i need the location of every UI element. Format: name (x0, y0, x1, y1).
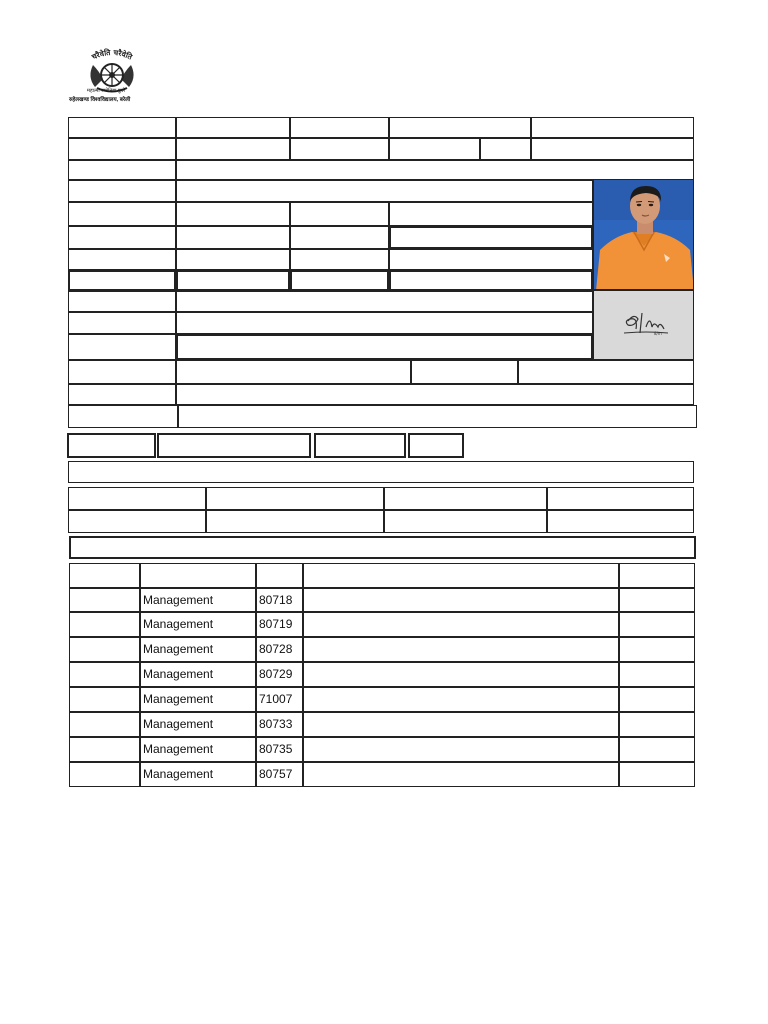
course-code-text: 80729 (259, 667, 293, 681)
form-value-cell[interactable] (408, 433, 464, 458)
form-value-cell[interactable] (176, 202, 290, 226)
course-table-cell-code (256, 762, 303, 787)
form-value-cell[interactable] (389, 249, 593, 270)
section-header-bar-2 (69, 536, 696, 559)
course-table-cell-extra (619, 588, 695, 612)
course-table-cell-extra (619, 637, 695, 662)
form-value-cell[interactable] (531, 117, 694, 138)
applicant-photo-icon (594, 180, 694, 290)
form-value-cell[interactable] (176, 334, 593, 360)
course-table-header-cell (140, 563, 256, 588)
form-value-cell[interactable] (176, 249, 290, 270)
table-header-cell (384, 487, 547, 510)
course-table-cell-name (303, 588, 619, 612)
form-label-cell (68, 360, 176, 384)
form-label-cell (68, 384, 176, 405)
table-cell[interactable] (68, 510, 206, 533)
form-value-cell[interactable] (176, 360, 411, 384)
course-table-cell-course (140, 662, 256, 687)
form-value-cell[interactable] (389, 138, 480, 160)
section-header-bar (68, 461, 694, 483)
form-value-cell[interactable] (176, 226, 290, 249)
course-table-cell-name (303, 737, 619, 762)
form-value-cell[interactable] (176, 312, 593, 334)
course-table-header-cell (256, 563, 303, 588)
table-cell[interactable] (206, 510, 384, 533)
course-table-cell-code (256, 737, 303, 762)
course-table-cell-serial (69, 612, 140, 637)
form-value-cell[interactable] (178, 405, 697, 428)
course-table-cell-course (140, 637, 256, 662)
form-label-cell (68, 180, 176, 202)
form-value-cell[interactable] (389, 117, 531, 138)
course-table-cell-serial (69, 588, 140, 612)
course-table-cell-extra (619, 687, 695, 712)
course-table-cell-serial (69, 687, 140, 712)
course-table-cell-course (140, 762, 256, 787)
course-name-text: Management (143, 667, 214, 681)
form-label-cell (290, 117, 389, 138)
course-table-cell-serial (69, 662, 140, 687)
form-value-cell[interactable] (531, 138, 694, 160)
form-label-cell (411, 360, 518, 384)
course-name-text: Management (143, 742, 214, 756)
applicant-signature (593, 290, 694, 360)
form-label-cell (68, 405, 178, 428)
course-table-cell-serial (69, 637, 140, 662)
course-code-text: 71007 (259, 692, 293, 706)
course-table-cell-name (303, 712, 619, 737)
form-label-cell (68, 117, 176, 138)
course-table-cell-code (256, 637, 303, 662)
course-table-header-cell (69, 563, 140, 588)
form-label-cell (68, 334, 176, 360)
form-value-cell[interactable] (389, 202, 593, 226)
applicant-photo (593, 179, 694, 290)
course-table-header-cell (619, 563, 695, 588)
form-label-cell (290, 226, 389, 249)
form-label-cell (480, 138, 531, 160)
course-table-cell-serial (69, 762, 140, 787)
course-table-cell-name (303, 662, 619, 687)
form-value-cell[interactable] (176, 270, 290, 291)
form-label-cell (290, 249, 389, 270)
form-value-cell[interactable] (389, 226, 593, 249)
form-label-cell (68, 270, 176, 291)
course-table-cell-extra (619, 762, 695, 787)
form-value-cell[interactable] (176, 138, 290, 160)
course-table-cell-extra (619, 737, 695, 762)
table-cell[interactable] (384, 510, 547, 533)
form-value-cell[interactable] (518, 360, 694, 384)
course-table-cell-course (140, 687, 256, 712)
course-table-cell-name (303, 612, 619, 637)
course-table-cell-code (256, 712, 303, 737)
course-table-cell-code (256, 687, 303, 712)
table-header-cell (206, 487, 384, 510)
course-table-cell-code (256, 612, 303, 637)
course-table-cell-course (140, 612, 256, 637)
course-code-text: 80735 (259, 742, 293, 756)
course-table-cell-extra (619, 662, 695, 687)
course-code-text: 80757 (259, 767, 293, 781)
course-table-cell-course (140, 737, 256, 762)
form-value-cell[interactable] (176, 160, 694, 180)
course-table-cell-course (140, 588, 256, 612)
table-cell[interactable] (547, 510, 694, 533)
course-name-text: Management (143, 642, 214, 656)
form-label-cell (67, 433, 156, 458)
course-table-cell-name (303, 687, 619, 712)
course-table-cell-extra (619, 612, 695, 637)
form-label-cell (290, 270, 389, 291)
svg-text:8/m: 8/m (654, 331, 662, 336)
logo-line-1: महात्मा ज्योतिबा फुले (87, 88, 126, 94)
form-label-cell (68, 312, 176, 334)
course-table-cell-code (256, 588, 303, 612)
form-label-cell (290, 202, 389, 226)
table-header-cell (547, 487, 694, 510)
course-name-text: Management (143, 767, 214, 781)
form-label-cell (68, 160, 176, 180)
form-label-cell (68, 138, 176, 160)
course-name-text: Management (143, 617, 214, 631)
svg-text:चरैवेति चरैवेति (89, 48, 134, 62)
course-name-text: Management (143, 692, 214, 706)
course-table-cell-serial (69, 712, 140, 737)
course-name-text: Management (143, 717, 214, 731)
course-table-cell-name (303, 762, 619, 787)
form-value-cell[interactable] (176, 180, 593, 202)
course-code-text: 80718 (259, 593, 293, 607)
table-header-cell (68, 487, 206, 510)
course-table-cell-name (303, 637, 619, 662)
course-code-text: 80733 (259, 717, 293, 731)
course-code-text: 80719 (259, 617, 293, 631)
signature-icon (594, 291, 694, 360)
form-value-cell[interactable] (176, 117, 290, 138)
form-value-cell[interactable] (176, 291, 593, 312)
form-label-cell (68, 291, 176, 312)
form-value-cell[interactable] (157, 433, 311, 458)
course-table-header-cell (303, 563, 619, 588)
course-table-cell-code (256, 662, 303, 687)
form-label-cell (68, 202, 176, 226)
course-table-cell-extra (619, 712, 695, 737)
form-label-cell (290, 138, 389, 160)
logo-line-2: रुहेलखण्ड विश्वविद्यालय, बरेली (69, 97, 131, 103)
university-logo (67, 43, 157, 107)
form-label-cell (68, 249, 176, 270)
logo-arc-text: चरैवेति चरैवेति (90, 47, 134, 62)
course-table-cell-course (140, 712, 256, 737)
course-name-text: Management (143, 593, 214, 607)
form-label-cell (314, 433, 406, 458)
course-code-text: 80728 (259, 642, 293, 656)
course-table-cell-serial (69, 737, 140, 762)
form-value-cell[interactable] (176, 384, 694, 405)
form-label-cell (68, 226, 176, 249)
form-value-cell[interactable] (389, 270, 593, 291)
